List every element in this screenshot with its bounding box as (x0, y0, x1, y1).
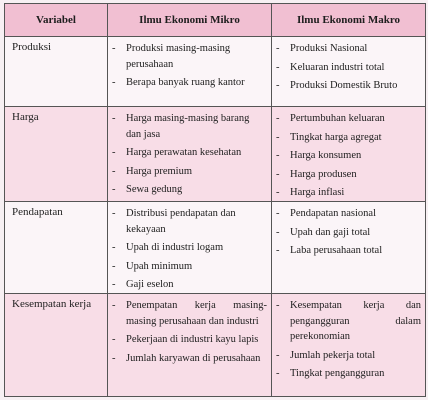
list-item: - Berapa banyak ruang kantor (112, 77, 245, 89)
micro-cell (108, 37, 272, 107)
list-item: - Jumlah karyawan di perusahaan (112, 352, 261, 364)
table-row-harga (5, 107, 426, 202)
list-item: - Jumlah pekerja total (276, 349, 376, 361)
list-item: - Harga masing-masing barang dan jasa (112, 113, 250, 140)
table-row-pendapatan (5, 201, 426, 293)
list-item: - Tingkat harga agregat (276, 131, 382, 143)
list-item: - Distribusi pendapatan dan kekayaan (112, 207, 236, 235)
header-row (5, 4, 426, 37)
list-item: - Sewa gedung (112, 184, 183, 196)
table-row-kesempatan-kerja (5, 293, 426, 396)
header-variabel: Variabel (5, 4, 108, 37)
list-item: - Tingkat pengangguran (276, 368, 385, 380)
macro-cell (272, 293, 426, 396)
list-item: - Laba perusahaan total (276, 245, 383, 257)
list-item: - Pertumbuhan keluaran (276, 113, 385, 124)
variable-cell: Kesempatan kerja (5, 293, 108, 396)
list-item: - Upah di industri logam (112, 242, 224, 254)
micro-cell (108, 293, 272, 396)
comparison-table (4, 3, 426, 397)
list-item: - Gaji eselon (112, 279, 174, 291)
list-item: - Harga premium (112, 165, 192, 177)
macro-cell (272, 107, 426, 202)
table-row-produksi (5, 37, 426, 107)
list-item: - Pendapatan nasional (276, 207, 377, 219)
header-makro: Ilmu Ekonomi Makro (272, 4, 426, 37)
list-item: - Harga produsen (276, 168, 357, 180)
list-item: - Upah dan gaji total (276, 226, 371, 238)
list-item: - Harga konsumen (276, 150, 362, 162)
list-item: - Produksi Nasional (276, 43, 368, 54)
header-mikro: Ilmu Ekonomi Mikro (108, 4, 272, 37)
variable-cell: Produksi (5, 37, 108, 107)
variable-cell: Harga (5, 107, 108, 202)
list-item: - Penempatan kerja masing-masing perusahaan dan industri (112, 299, 267, 327)
variable-cell: Pendapatan (5, 201, 108, 293)
micro-cell (108, 107, 272, 202)
macro-cell (272, 201, 426, 293)
list-item: - Harga inflasi (276, 187, 345, 199)
macro-cell (272, 37, 426, 107)
list-item: - Produksi Domestik Bruto (276, 80, 398, 92)
list-item: - Produksi masing-masing perusahaan (112, 43, 231, 70)
list-item: - Upah minimum (112, 260, 193, 272)
list-item: - Kesempatan kerja dan pengangguran dalam perekonomian (276, 299, 421, 343)
list-item: - Pekerjaan di industri kayu lapis (112, 334, 259, 346)
list-item: - Keluaran industri total (276, 61, 385, 73)
micro-cell (108, 201, 272, 293)
list-item: - Harga perawatan kesehatan (112, 147, 242, 159)
